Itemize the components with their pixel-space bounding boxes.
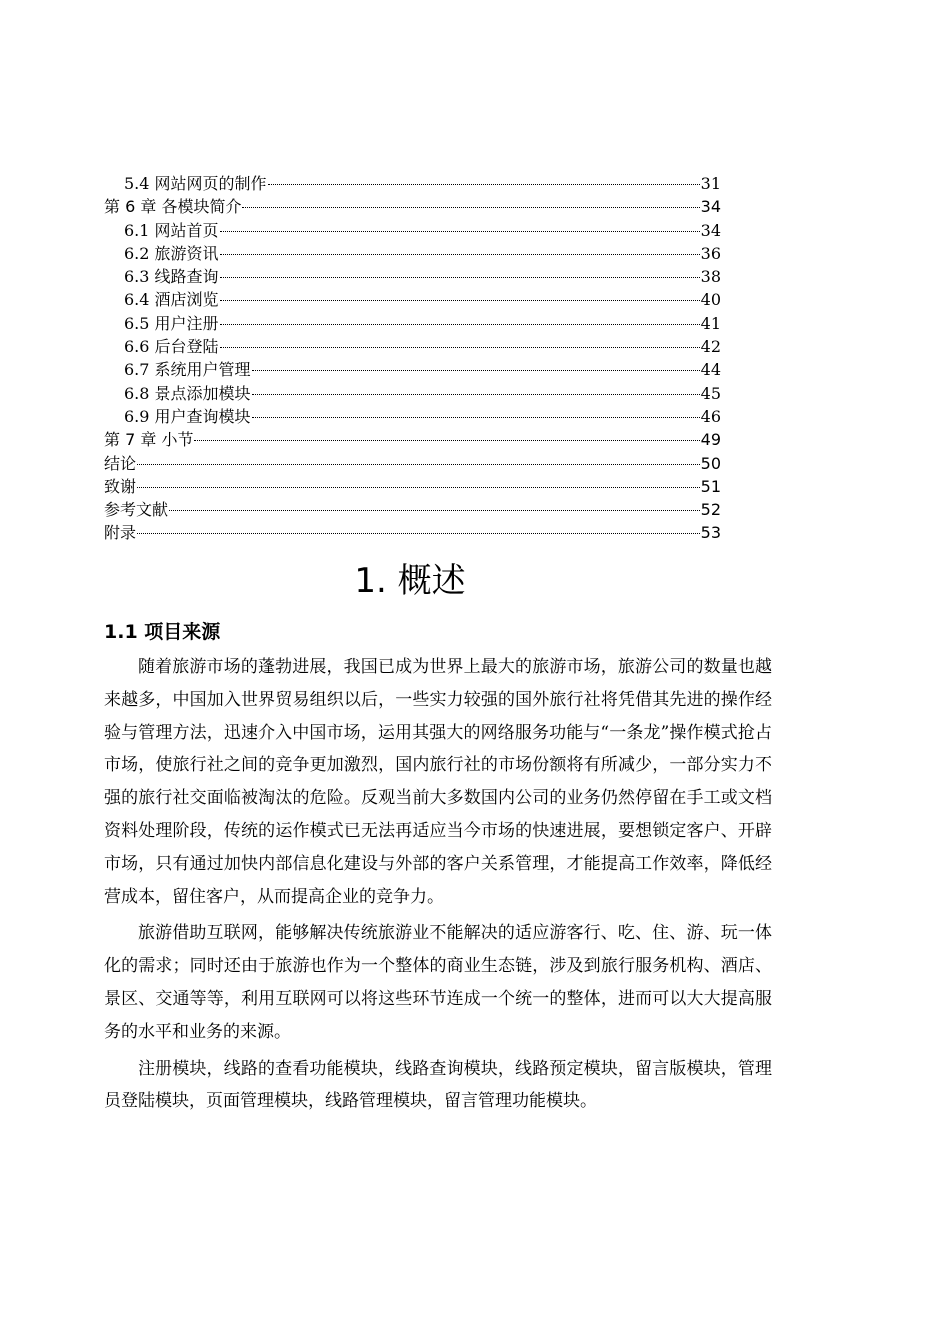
toc-leader-dots bbox=[137, 487, 700, 488]
paragraph: 注册模块，线路的查看功能模块，线路查询模块，线路预定模块，留言版模块，管理员登陆模块，页面管理模块，线路管理模块，留言管理功能模块。 bbox=[104, 1058, 772, 1112]
toc-entry-label: 第 7 章 小节 bbox=[104, 430, 194, 450]
toc-leader-dots bbox=[252, 394, 700, 395]
toc-leader-dots bbox=[220, 347, 700, 348]
toc-entry[interactable] bbox=[104, 219, 721, 242]
toc-entry-page: 40 bbox=[700, 290, 721, 310]
toc-entry-page: 38 bbox=[700, 267, 721, 287]
toc-entry-label: 致谢 bbox=[104, 476, 137, 496]
toc-entry-label: 6.7 系统用户管理 bbox=[124, 360, 251, 380]
toc-entry[interactable] bbox=[104, 382, 721, 405]
toc-entry-label: 第 6 章 各模块简介 bbox=[104, 197, 242, 217]
toc-leader-dots bbox=[252, 370, 700, 371]
toc-entry-page: 34 bbox=[700, 197, 721, 217]
toc-entry[interactable] bbox=[104, 358, 721, 381]
toc-entry[interactable] bbox=[104, 405, 721, 428]
toc-leader-dots bbox=[169, 510, 700, 511]
toc-entry[interactable] bbox=[104, 428, 721, 451]
toc-entry-page: 42 bbox=[700, 337, 721, 357]
toc-entry-page: 46 bbox=[700, 406, 721, 426]
toc-entry[interactable] bbox=[104, 242, 721, 265]
toc-entry[interactable] bbox=[104, 452, 721, 475]
toc-entry[interactable] bbox=[104, 172, 721, 195]
toc-entry-label: 6.5 用户注册 bbox=[124, 313, 219, 333]
toc-entry-page: 44 bbox=[700, 360, 721, 380]
toc-leader-dots bbox=[220, 277, 700, 278]
paragraph: 随着旅游市场的蓬勃进展，我国已成为世界上最大的旅游市场，旅游公司的数量也越来越多，中国加入世界贸易组织以后，一些实力较强的国外旅行社将凭借其先进的操作经验与管理方法，迅速介入中国市场，运用其强大的网络服务功能与“一条龙”操作模式抢占市场，使旅行社之间的竞争更加激烈，国内旅行社的市场份额将有所减少，一部分实力不强的旅行社交面临被淘汰的危险。反观当前大多数国内公司的业务仍然停留在手工或文档资料处理阶段，传统的运作模式已无法再适应当今市场的快速进展，要想锁定客户、开辟市场，只有通过加快内部信息化建设与外部的客户关系管理，才能提高工作效率，降低经营成本，留住客户，从而提高企业的竞争力。 bbox=[104, 657, 772, 907]
toc-entry-page: 45 bbox=[700, 383, 721, 403]
toc-entry-label: 6.4 酒店浏览 bbox=[124, 290, 219, 310]
toc-entry-label: 附录 bbox=[104, 523, 137, 543]
toc-entry[interactable] bbox=[104, 498, 721, 521]
toc-entry-label: 5.4 网站网页的制作 bbox=[124, 174, 267, 193]
toc-entry[interactable] bbox=[104, 521, 721, 544]
toc-entry[interactable] bbox=[104, 312, 721, 335]
toc-entry-label: 6.2 旅游资讯 bbox=[124, 243, 219, 263]
toc-leader-dots bbox=[194, 440, 699, 441]
toc-leader-dots bbox=[220, 231, 700, 232]
toc-entry-page: 53 bbox=[700, 523, 721, 543]
toc-entry[interactable] bbox=[104, 195, 721, 218]
toc-entry-page: 49 bbox=[700, 430, 721, 450]
chapter-title: 1. 概述 bbox=[354, 561, 466, 601]
toc-entry-label: 6.6 后台登陆 bbox=[124, 337, 219, 357]
toc-leader-dots bbox=[137, 533, 700, 534]
toc-entry[interactable] bbox=[104, 288, 721, 311]
toc-leader-dots bbox=[220, 254, 700, 255]
table-of-contents bbox=[104, 172, 721, 545]
toc-entry[interactable] bbox=[104, 265, 721, 288]
toc-leader-dots bbox=[220, 324, 700, 325]
toc-entry[interactable] bbox=[104, 475, 721, 498]
toc-entry-page: 34 bbox=[700, 220, 721, 240]
section-title: 1.1 项目来源 bbox=[104, 621, 221, 643]
toc-entry-label: 6.8 景点添加模块 bbox=[124, 383, 251, 403]
toc-leader-dots bbox=[220, 300, 700, 301]
toc-leader-dots bbox=[242, 207, 699, 208]
toc-leader-dots bbox=[137, 464, 700, 465]
toc-entry-label: 6.3 线路查询 bbox=[124, 267, 219, 287]
toc-entry-page: 36 bbox=[700, 243, 721, 263]
toc-entry-label: 6.9 用户查询模块 bbox=[124, 406, 251, 426]
toc-entry-page: 31 bbox=[700, 174, 721, 193]
toc-entry-page: 50 bbox=[700, 453, 721, 473]
body-text bbox=[104, 651, 772, 1118]
toc-entry[interactable] bbox=[104, 335, 721, 358]
toc-entry-page: 41 bbox=[700, 313, 721, 333]
toc-entry-page: 52 bbox=[700, 500, 721, 520]
toc-entry-label: 结论 bbox=[104, 453, 137, 473]
toc-leader-dots bbox=[252, 417, 700, 418]
toc-entry-page: 51 bbox=[700, 476, 721, 496]
toc-entry-label: 6.1 网站首页 bbox=[124, 220, 219, 240]
toc-leader-dots bbox=[268, 184, 700, 185]
toc-entry-label: 参考文献 bbox=[104, 500, 169, 520]
paragraph: 旅游借助互联网，能够解决传统旅游业不能解决的适应游客行、吃、住、游、玩一体化的需求；同时还由于旅游也作为一个整体的商业生态链，涉及到旅行服务机构、酒店、景区、交通等等，利用互联网可以将这些环节连成一个统一的整体，进而可以大大提高服务的水平和业务的来源。 bbox=[104, 923, 772, 1042]
